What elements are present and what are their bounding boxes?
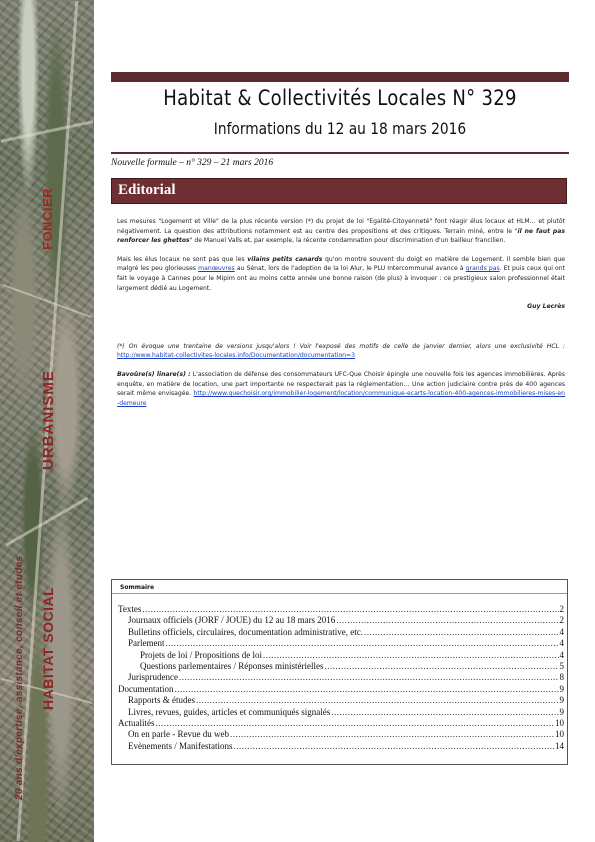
- toc-entry-label: Livres, revues, guides, articles et communiqués signalés: [128, 706, 331, 717]
- editorial-paragraph: [117, 255, 565, 293]
- text-span: au Sénat, lors de l'adoption de la loi Alur, le PLU Intercommunal avance à: [234, 265, 466, 273]
- aerial-photo-strip: [0, 0, 94, 842]
- section-header-editorial: [111, 178, 567, 204]
- sidebar-label-urbanisme: URBANISME: [40, 370, 57, 470]
- toc-entry[interactable]: [118, 718, 564, 729]
- toc-entry-page: 14: [555, 740, 564, 751]
- text-span: . Et puis ceux qui ont fait le voyage à Cannes pour le Mipim ont au moins cette année une bonne raison (de plus) à invoquer : ce prestigieux salon professionnel était largement dédié au Logement.: [117, 265, 565, 292]
- toc-header: Sommaire: [112, 580, 567, 594]
- text-span: L'association de défense des consommateurs UFC-Que Choisir épingle une nouvelle fois les agences immobilières. Après enquête, en matière de location, une part importante ne respecterait pas la réglementation… Une action judiciaire contre près de 400 agences serait même envisagée.: [117, 370, 565, 398]
- toc-entry-label: Textes: [118, 604, 142, 614]
- toc-entry-page: 10: [555, 729, 564, 740]
- newsletter-subtitle: Informations du 12 au 18 mars 2016: [213, 119, 467, 138]
- toc-leader-dots: [336, 615, 558, 625]
- signature: Guy Lecrès: [527, 303, 565, 311]
- toc-entry-page: 4: [559, 626, 564, 637]
- toc-entry-page: 4: [559, 649, 564, 660]
- toc-leader-dots: [166, 638, 559, 648]
- toc-entry-label: Bulletins officiels, circulaires, documentation administrative, etc.: [128, 626, 364, 637]
- link-documentation[interactable]: http://www.habitat-collectivites-locales.info/Documentation/documentation=3: [117, 352, 356, 360]
- sidebar-label-habitat-social: HABITAT SOCIAL: [40, 586, 56, 710]
- toc-entry-page: 2: [559, 604, 564, 614]
- toc-leader-dots: [233, 741, 554, 751]
- toc-leader-dots: [263, 650, 558, 660]
- link-quechoisir[interactable]: http://www.quechoisir.org/immobilier-logement/location/communique-ecarts-location-400-agences-immobilieres-mises-en-demeure: [117, 390, 565, 407]
- toc-entry[interactable]: [118, 615, 564, 626]
- editorial-body: [117, 217, 565, 417]
- toc-entry[interactable]: [118, 638, 564, 649]
- link-manoeuvres[interactable]: manœuvres: [198, 265, 235, 273]
- toc-entry-label: Rapports & études: [128, 695, 195, 706]
- table-of-contents: [111, 579, 568, 765]
- section-title: Editorial: [118, 182, 176, 198]
- text-span: " de Manuel Valls et, par exemple, la récente condamnation pour discrimination d'un bailleur francilien.: [189, 237, 506, 245]
- toc-leader-dots: [364, 627, 558, 637]
- toc-entry-page: 10: [555, 717, 564, 728]
- toc-entry-page: 5: [559, 660, 564, 671]
- toc-entry-label: Journaux officiels (JORF / JOUE) du 12 au 18 mars 2016: [128, 615, 336, 626]
- toc-entry-label: On en parle - Revue du web: [128, 729, 229, 740]
- toc-entry-label: Projets de loi / Propositions de loi: [140, 649, 263, 660]
- toc-list: [118, 604, 564, 752]
- toc-entry-label: Questions parlementaires / Réponses ministérielles: [140, 660, 324, 671]
- newsletter-title: Habitat & Collectivités Locales N° 329: [163, 86, 517, 110]
- toc-entry[interactable]: [118, 661, 564, 672]
- toc-entry[interactable]: [118, 741, 564, 752]
- toc-entry[interactable]: [118, 650, 564, 661]
- toc-entry-label: Documentation: [118, 683, 174, 694]
- text-span: (*) On évoque une trentaine de versions jusqu'alors ! Voir l'exposé des motifs de celle de janvier dernier, alors une exclusivité HCL :: [117, 342, 565, 350]
- editorial-paragraph: [117, 370, 565, 408]
- sidebar-label-foncier: FONCIER: [40, 188, 55, 250]
- toc-entry-label: Evènements / Manifestations: [128, 740, 233, 751]
- edition-line: Nouvelle formule – n° 329 – 21 mars 2016: [111, 158, 274, 168]
- toc-entry[interactable]: [118, 707, 564, 718]
- toc-entry-label: Parlement: [128, 638, 165, 649]
- toc-entry[interactable]: [118, 604, 564, 615]
- header-bottom-rule: [111, 152, 569, 154]
- toc-leader-dots: [230, 729, 554, 739]
- toc-leader-dots: [196, 695, 559, 705]
- toc-leader-dots: [331, 707, 558, 717]
- toc-entry-label: Jurisprudence: [128, 672, 178, 683]
- toc-entry[interactable]: [118, 627, 564, 638]
- link-grands-pas[interactable]: grands pas: [465, 265, 500, 273]
- toc-entry[interactable]: [118, 729, 564, 740]
- text-span: Les mesures "Logement et Ville" de la plus récente version (*) du projet de loi "Egalité-Citoyenneté" font réagir élus locaux et HLM… et plutôt négativement. La question des attributions notamment est au centre des propositions et des critiques. Terrain miné, entre le ": [117, 218, 565, 235]
- toc-leader-dots: [324, 661, 558, 671]
- toc-entry-page: 9: [559, 706, 564, 717]
- toc-leader-dots: [175, 684, 559, 694]
- toc-entry[interactable]: [118, 695, 564, 706]
- toc-leader-dots: [142, 604, 558, 614]
- quote-span: vilains petits canards: [247, 255, 323, 263]
- toc-entry[interactable]: [118, 672, 564, 683]
- quote-span: il ne faut pas renforcer les ghettos: [117, 227, 565, 245]
- footnote: [117, 342, 565, 361]
- toc-entry-page: 2: [559, 615, 564, 626]
- editorial-paragraph: [117, 217, 565, 246]
- toc-entry-label: Actualités: [118, 717, 155, 728]
- toc-entry-page: 9: [559, 695, 564, 706]
- toc-leader-dots: [156, 718, 555, 728]
- text-span: Mais les élus locaux ne sont pas que les: [117, 255, 248, 263]
- sidebar-tagline: 20 ans d'expertise, assistance, conseil et études: [14, 555, 25, 800]
- toc-entry-page: 9: [559, 683, 564, 694]
- lead-span: Bavoûre(s) linare(s) :: [117, 370, 191, 378]
- toc-entry[interactable]: [118, 684, 564, 695]
- toc-entry-page: 4: [559, 638, 564, 649]
- toc-entry-page: 8: [559, 672, 564, 683]
- header-top-rule: [111, 72, 569, 82]
- toc-leader-dots: [179, 672, 559, 682]
- text-span: qu'on montre souvent du doigt en matière de Logement. Il semble bien que malgré les peu glorieuses: [117, 255, 565, 273]
